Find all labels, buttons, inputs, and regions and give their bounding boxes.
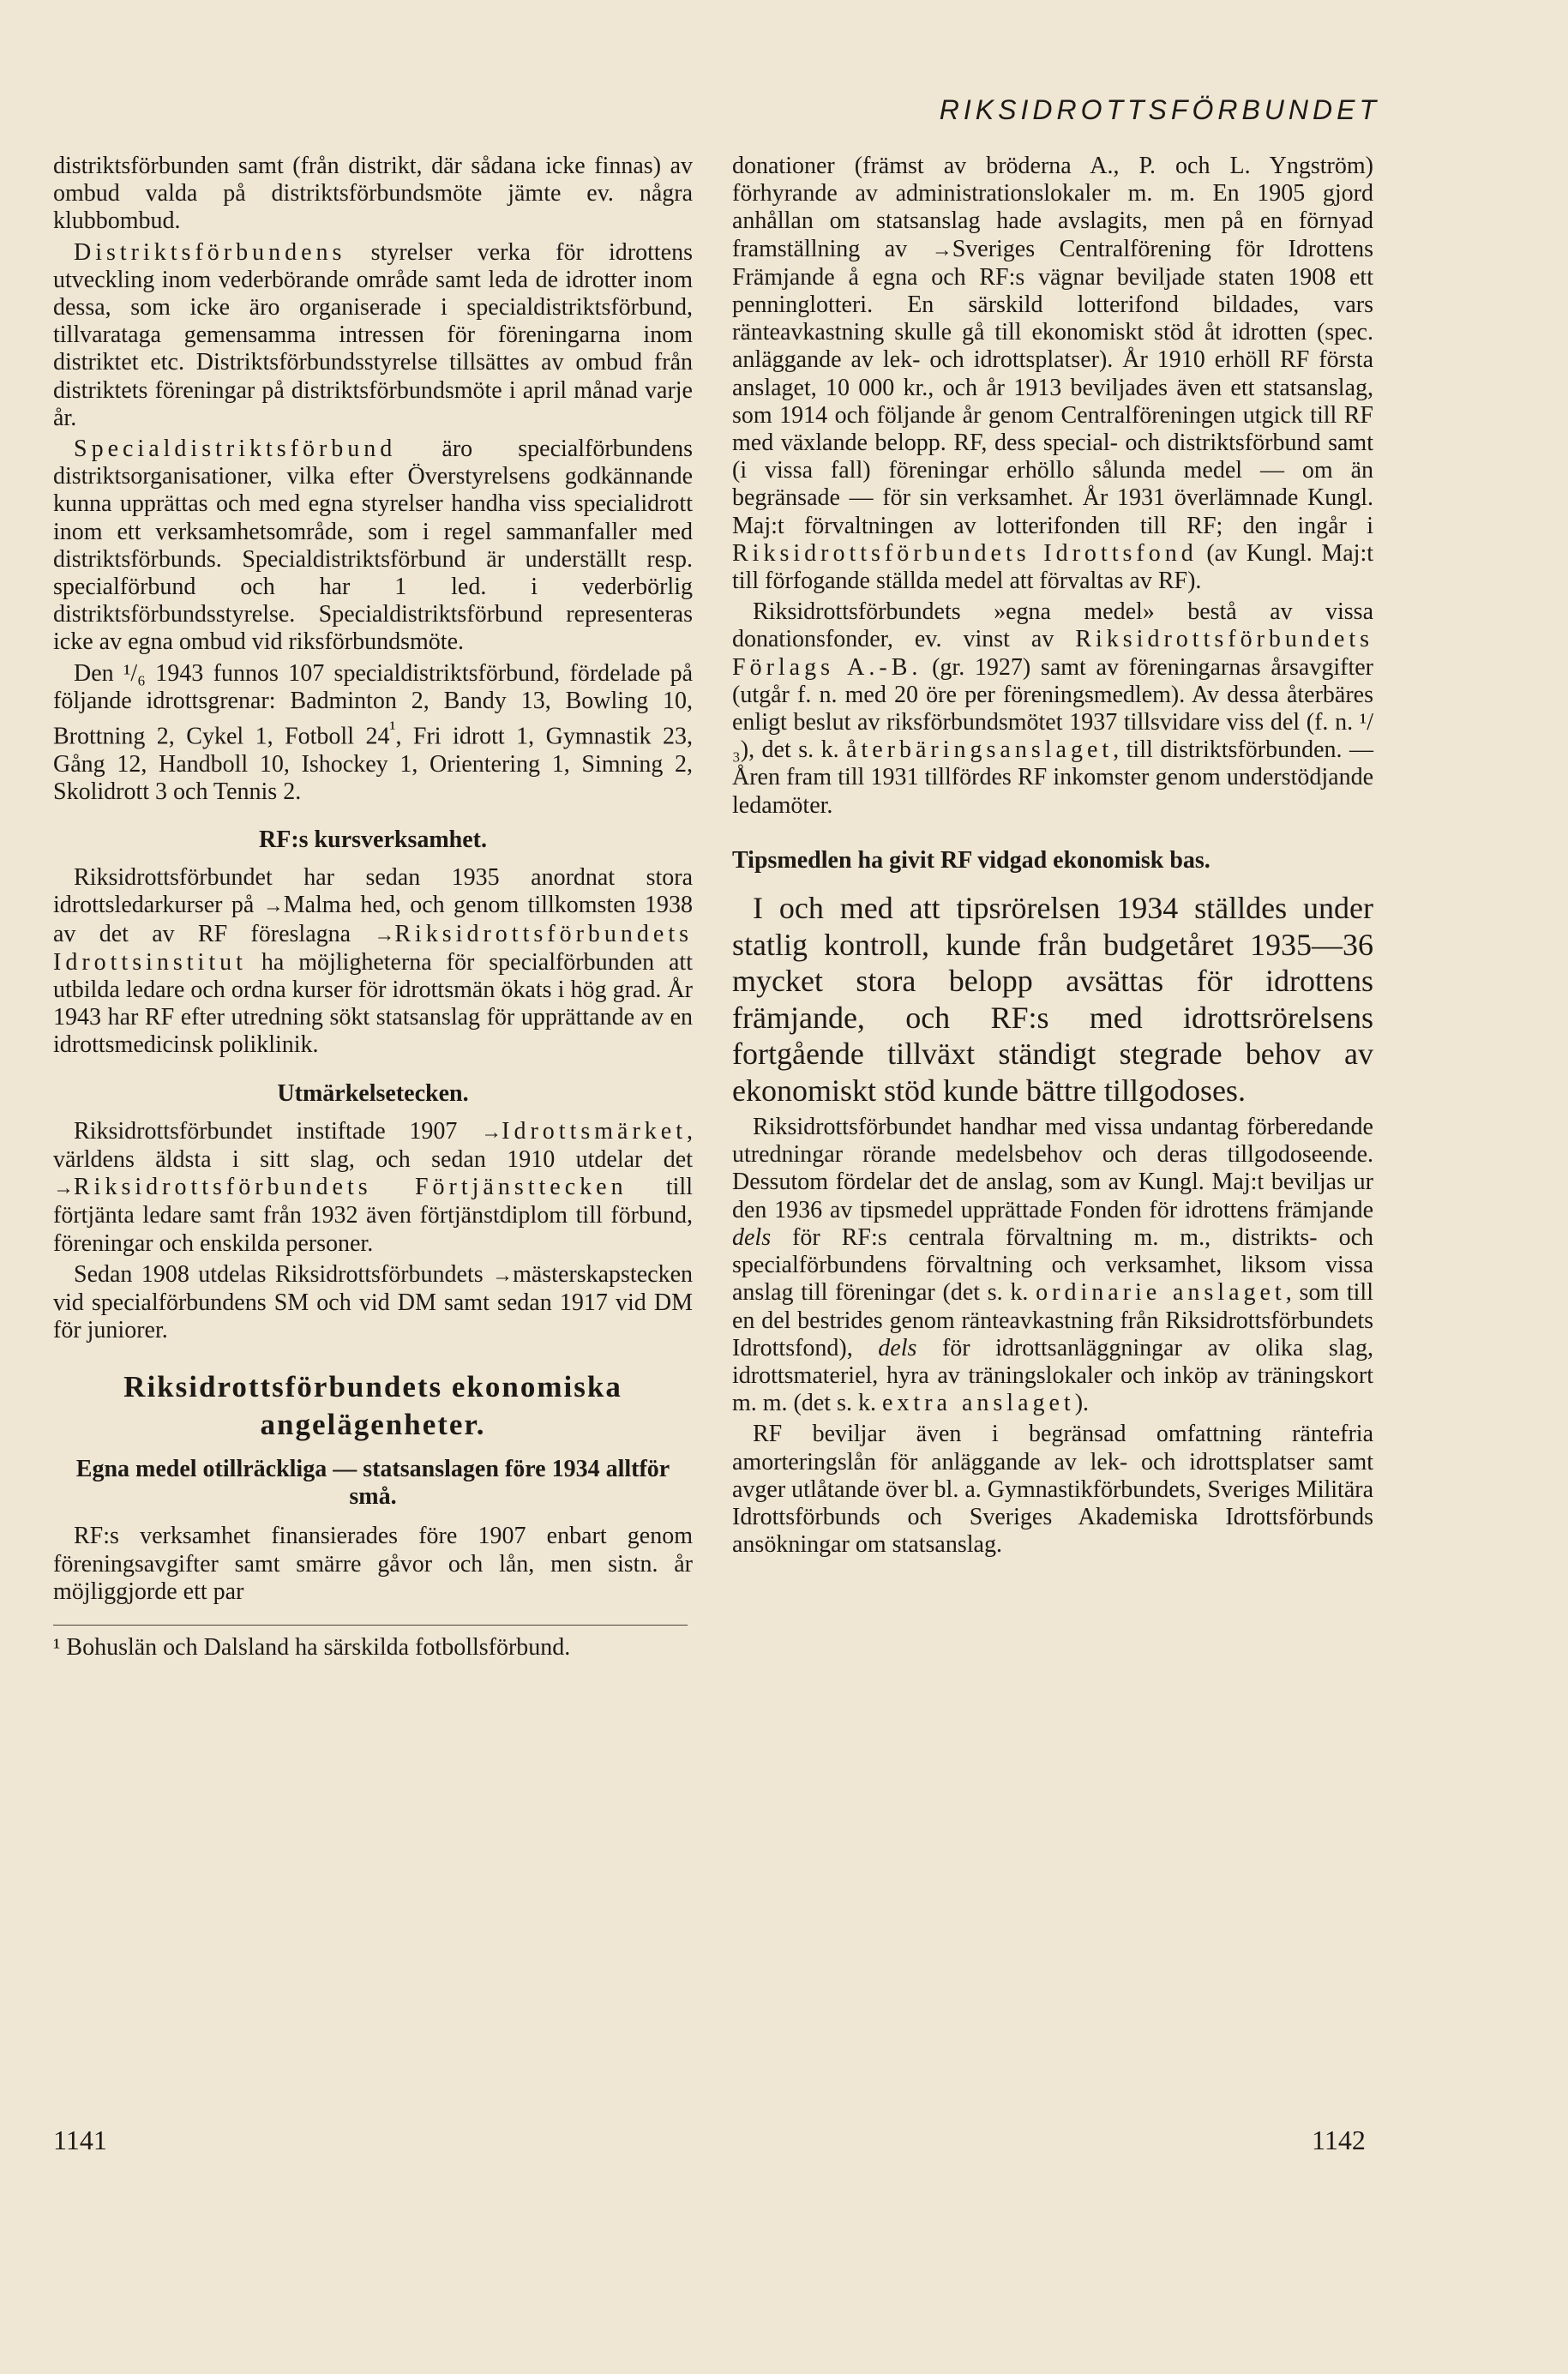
paragraph: Riksidrottsförbundet instiftade 1907 →Idrottsmärket, världens äldsta i sitt slag, och sedan 1910 utdelar det →Riksidrottsförbundets Förtjänsttecken till förtjänta ledare samt från 1932 även förtjänstdiplom till förbund, föreningar och enskilda personer. bbox=[53, 1117, 693, 1257]
subheading-egna: Egna medel otillräckliga — statsanslagen före 1934 alltför små. bbox=[75, 1456, 670, 1511]
paragraph: Riksidrottsförbundets »egna medel» bestå av vissa donationsfonder, ev. vinst av Riksidrottsförbundets Förlags A.-B. (gr. 1927) samt av föreningarnas årsavgifter (utgår f. n. med 20 öre per föreningsmedlem). Av dessa återbäres enligt beslut av riksförbundsmötet 1937 tillsvidare viss del (f. n. ¹/₃), det s. k. återbäringsanslaget, till distriktsförbunden. — Åren fram till 1931 tillfördes RF inkomster genom understödjande ledamöter. bbox=[732, 598, 1373, 819]
paragraph: Sedan 1908 utdelas Riksidrottsförbundets →mästerskapstecken vid specialförbundens SM och vid DM samt sedan 1917 vid DM för juniorer. bbox=[53, 1260, 693, 1344]
italic-term: dels bbox=[732, 1223, 772, 1251]
subheading-tips: Tipsmedlen ha givit RF vidgad ekonomisk bas. bbox=[732, 846, 1211, 874]
arrow-icon: → bbox=[53, 1177, 74, 1200]
arrow-icon: → bbox=[481, 1121, 502, 1144]
arrow-icon: → bbox=[374, 923, 395, 947]
spaced-term: Specialdistriktsförbund bbox=[74, 436, 397, 463]
spaced-term: ordinarie anslaget bbox=[1036, 1279, 1286, 1307]
arrow-icon: → bbox=[262, 895, 284, 918]
spaced-term: Distriktsförbundens bbox=[74, 238, 346, 266]
paragraph: Specialdistriktsförbund äro specialförbundens distriktsorganisationer, vilka efter Överstyrelsens godkännande kunna upprättas och med egna styrelser handha viss specialidrott inom ett verksamhetsområde, som i regel sammanfaller med distriktsförbunds. Specialdistriktsförbund är underställt resp. specialförbund och har 1 led. i vederbörlig distriktsförbundsstyrelse. Specialdistriktsförbund representeras icke av egna ombud vid riksförbundsmöte. bbox=[53, 436, 693, 656]
right-column bbox=[732, 153, 1373, 1559]
footnote-mark: ¹ bbox=[53, 1634, 61, 1662]
footnote-ref: ¹ bbox=[389, 718, 396, 741]
lead-paragraph: I och med att tipsrörelsen 1934 ställdes under statlig kontroll, kunde från budgetåret 1935—36 mycket stora belopp avsättas för idrottens främjande, och RF:s med idrottsrörelsens fortgående tillväxt ständigt stegrade behov av ekonomiskt stöd kunde bättre tillgodoses. bbox=[732, 891, 1373, 1108]
fraction: ¹/₃ bbox=[732, 709, 1373, 764]
paragraph: Riksidrottsförbundet handhar med vissa undantag förberedande utredningar rörande medelsbehov och deras tillgodoseende. Dessutom fördelar det de anslag, som av Kungl. Maj:t beviljas ur den 1936 av tipsmedel upprättade Fonden för idrottens främjande dels för RF:s centrala förvaltning m. m., distrikts- och specialförbundens förvaltning och verksamhet, liksom vissa anslag till föreningar (det s. k. ordinarie anslaget, som till en del bestrides genom ränteavkastning från Riksidrottsförbundets Idrottsfond), dels för idrottsanläggningar av olika slag, idrottsmateriel, hyra av träningslokaler och inköp av träningskort m. m. (det s. k. extra anslaget). bbox=[732, 1114, 1373, 1417]
spaced-term: Idrottsmärket bbox=[502, 1117, 687, 1145]
footnote: ¹ Bohuslän och Dalsland ha särskilda fotbollsförbund. bbox=[53, 1625, 688, 1662]
spaced-term: återbäringsanslaget bbox=[846, 736, 1114, 764]
page-number-right: 1142 bbox=[1312, 2125, 1366, 2155]
section-title: Riksidrottsförbundets ekonomiska angelägenheter. bbox=[123, 1370, 622, 1442]
spaced-term: extra anslaget bbox=[882, 1390, 1075, 1417]
fraction: ¹/₆ bbox=[123, 659, 146, 687]
paragraph: Riksidrottsförbundet har sedan 1935 anordnat stora idrottsledarkurser på →Malma hed, och genom tillkomsten 1938 av det av RF föreslagna →Riksidrottsförbundets Idrottsinstitut ha möjligheterna för specialförbunden att utbilda ledare och ordna kurser för idrottsmän ökats i hög grad. År 1943 har RF efter utredning sökt statsanslag för upprättande av en idrottsmedicinsk poliklinik. bbox=[53, 864, 694, 1059]
italic-term: dels bbox=[878, 1334, 917, 1361]
spaced-term: Riksidrottsförbundets Idrottsinstitut bbox=[53, 920, 693, 976]
paragraph: RF:s verksamhet finansierades före 1907 enbart genom föreningsavgifter samt smärre gåvor och lån, men sistn. år möjliggjorde ett par bbox=[53, 1523, 693, 1605]
arrow-icon: → bbox=[931, 238, 952, 261]
left-column bbox=[53, 153, 693, 1662]
spaced-term: Riksidrottsförbundets Förlags A.-B. bbox=[732, 626, 1373, 681]
paragraph: distriktsförbunden samt (från distrikt, där sådana icke finnas) av ombud valda på distriktsförbundsmöte jämte ev. några klubbombud. bbox=[53, 153, 693, 235]
page-number-left: 1141 bbox=[53, 2125, 107, 2155]
subheading-utm: Utmärkelsetecken. bbox=[277, 1079, 469, 1107]
subheading-kurs: RF:s kursverksamhet. bbox=[259, 826, 487, 853]
running-header: RIKSIDROTTSFÖRBUNDET bbox=[939, 94, 1380, 125]
spaced-term: Riksidrottsförbundets Förtjänsttecken bbox=[74, 1174, 628, 1201]
spaced-term: Riksidrottsförbundets Idrottsfond bbox=[732, 539, 1198, 567]
paragraph: Distriktsförbundens styrelser verka för idrottens utveckling inom vederbörande område samt leda de idrotter inom dessa, som icke äro organiserade i specialdistriktsförbund, tillvarataga gemensamma intressen för föreningarna inom distriktet etc. Distriktsförbundsstyrelse tillsättes av ombud från distriktets föreningar på distriktsförbundsmöte i april månad varje år. bbox=[53, 238, 693, 431]
paragraph: Den ¹/₆ 1943 funnos 107 specialdistriktsförbund, fördelade på följande idrottsgrenar: Badminton 2, Bandy 13, Bowling 10, Brottning 2, Cykel 1, Fotboll $24^{^1}$, Fri idrott 1, Gymnastik 23, Gång 12, Handboll 10, Ishockey 1, Orientering 1, Simning 2, Skolidrott 3 och Tennis 2. bbox=[53, 659, 693, 805]
arrow-icon: → bbox=[492, 1264, 514, 1287]
paragraph: donationer (främst av bröderna A., P. och L. Yngström) förhyrande av administrationslokaler m. m. En 1905 gjord anhållan om statsanslag hade avslagits, men på en förnyad framställning av →Sveriges Centralförening för Idrottens Främjande å egna och RF:s vägnar beviljade staten 1908 ett penninglotteri. En särskild lotterifond bildades, vars ränteavkastning skulle gå till ekonomiskt stöd åt idrotten (spec. anläggande av lek- och idrottsplatser). År 1910 erhöll RF första anslaget, 10 000 kr., och år 1913 beviljades även ett statsanslag, som 1914 och följande år genom Centralföreningen utgick till RF med växlande belopp. RF, dess special- och distriktsförbund samt (i vissa fall) föreningar erhöllo sålunda medel — om än begränsade — för sin verksamhet. År 1931 överlämnade Kungl. Maj:t förvaltningen av lotterifonden till RF; den ingår i Riksidrottsförbundets Idrottsfond (av Kungl. Maj:t till förfogande ställda medel att förvaltas av RF). bbox=[732, 153, 1373, 595]
paragraph: RF beviljar även i begränsad omfattning räntefria amorteringslån för anläggande av lek- och idrottsplatser samt avger utlåtande över bl. a. Gymnastikförbundets, Sveriges Militära Idrottsförbunds och Sveriges Akademiska Idrottsförbunds ansökningar om statsanslag. bbox=[732, 1421, 1374, 1559]
